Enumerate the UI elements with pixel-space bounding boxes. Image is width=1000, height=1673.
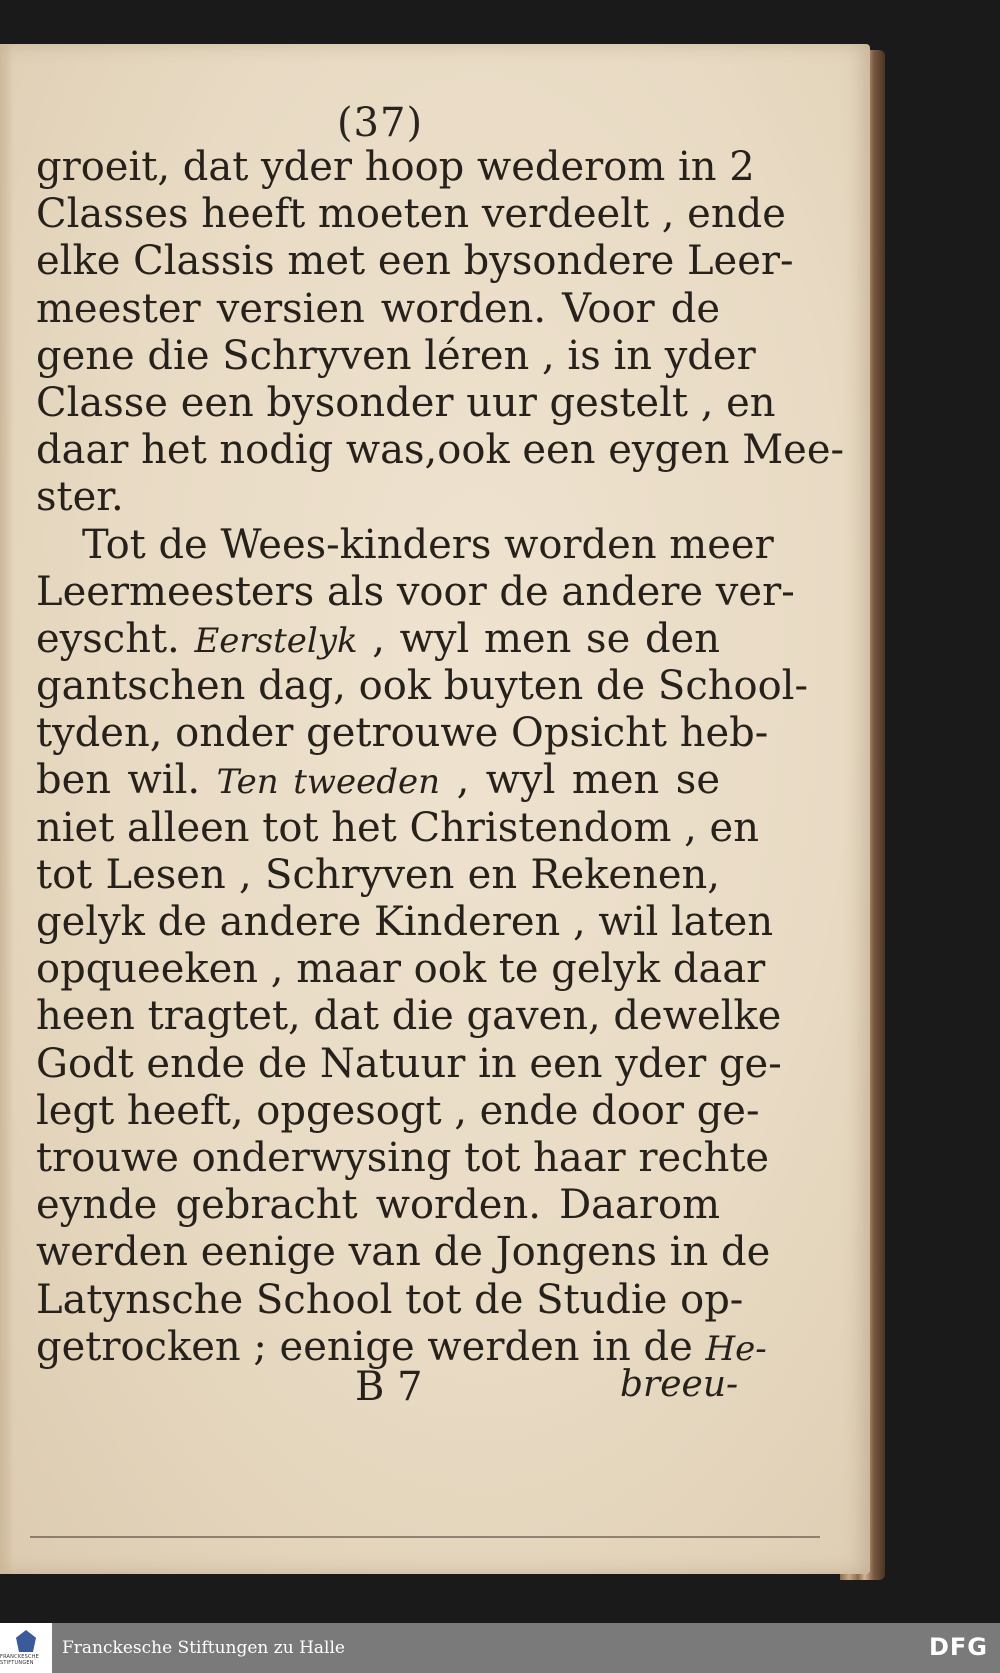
italic-text: Eerstelyk (194, 620, 358, 661)
italic-text: He- (705, 1328, 767, 1369)
text-run: , wyl men se den (357, 615, 720, 662)
text-line: Tot de Wees-kinders worden meer (82, 521, 774, 568)
text-line: Leermeesters als voor de andere ver- (36, 568, 795, 615)
text-line: legt heeft, opgesogt , ende door ge- (36, 1087, 760, 1134)
text-line: Classes heeft moeten verdeelt , ende (36, 191, 786, 238)
italic-text: Ten tweeden (216, 762, 441, 803)
text-run: ben wil. (36, 757, 217, 804)
page-number: (37) (336, 100, 424, 146)
dfg-logo[interactable]: DFG (928, 1633, 988, 1661)
catchword: breeu- (620, 1364, 739, 1405)
text-line: gene die Schryven léren , is in yder (36, 332, 756, 379)
text-line: Classe een bysonder uur gestelt , en (36, 379, 776, 426)
book-page (0, 44, 870, 1574)
text-line: tyden, onder getrouwe Opsicht heb- (36, 710, 769, 757)
text-line: trouwe onderwysing tot haar rechte (36, 1134, 770, 1181)
text-line: elke Classis met een bysondere Leer- (36, 238, 794, 285)
text-line: gantschen dag, ook buyten de School- (36, 663, 808, 710)
text-line (36, 757, 720, 804)
text-line: groeit, dat yder hoop wederom in 2 (36, 144, 755, 190)
text-line: gelyk de andere Kinderen , wil laten (36, 899, 774, 945)
text-run: , wyl men se (440, 757, 721, 804)
institution-logo[interactable] (0, 1623, 52, 1673)
signature-mark: B 7 (355, 1364, 423, 1410)
text-line: meester versien worden. Voor de (36, 285, 720, 332)
page-bottom-rule (30, 1536, 820, 1538)
page-text (36, 144, 845, 1371)
text-run: getrocken ; eenige werden in de (36, 1323, 706, 1370)
text-line: eynde gebracht worden. Daarom (36, 1182, 720, 1229)
text-line: ster. (36, 474, 124, 521)
text-line: werden eenige van de Jongens in de (36, 1229, 771, 1276)
text-line (36, 616, 720, 663)
logo-caption: FRANCKESCHE STIFTUNGEN (0, 1654, 40, 1666)
text-run: eyscht. (36, 615, 195, 662)
text-line: tot Lesen , Schryven en Rekenen, (36, 851, 720, 898)
text-line: opqueeken , maar ook te gelyk daar (36, 946, 766, 993)
text-line: Latynsche School tot de Studie op- (36, 1276, 744, 1323)
text-line: Godt ende de Natuur in een yder ge- (36, 1040, 782, 1087)
text-line: daar het nodig was,ook een eygen Mee- (36, 427, 845, 474)
orphanage-building-icon (16, 1630, 36, 1652)
text-line: heen tragtet, dat die gaven, dewelke (36, 993, 782, 1040)
text-line: niet alleen tot het Christendom , en (36, 804, 759, 851)
binding-shadow (0, 44, 14, 1574)
institution-name: Franckesche Stiftungen zu Halle (62, 1638, 345, 1658)
footer-bar (0, 1623, 1000, 1673)
